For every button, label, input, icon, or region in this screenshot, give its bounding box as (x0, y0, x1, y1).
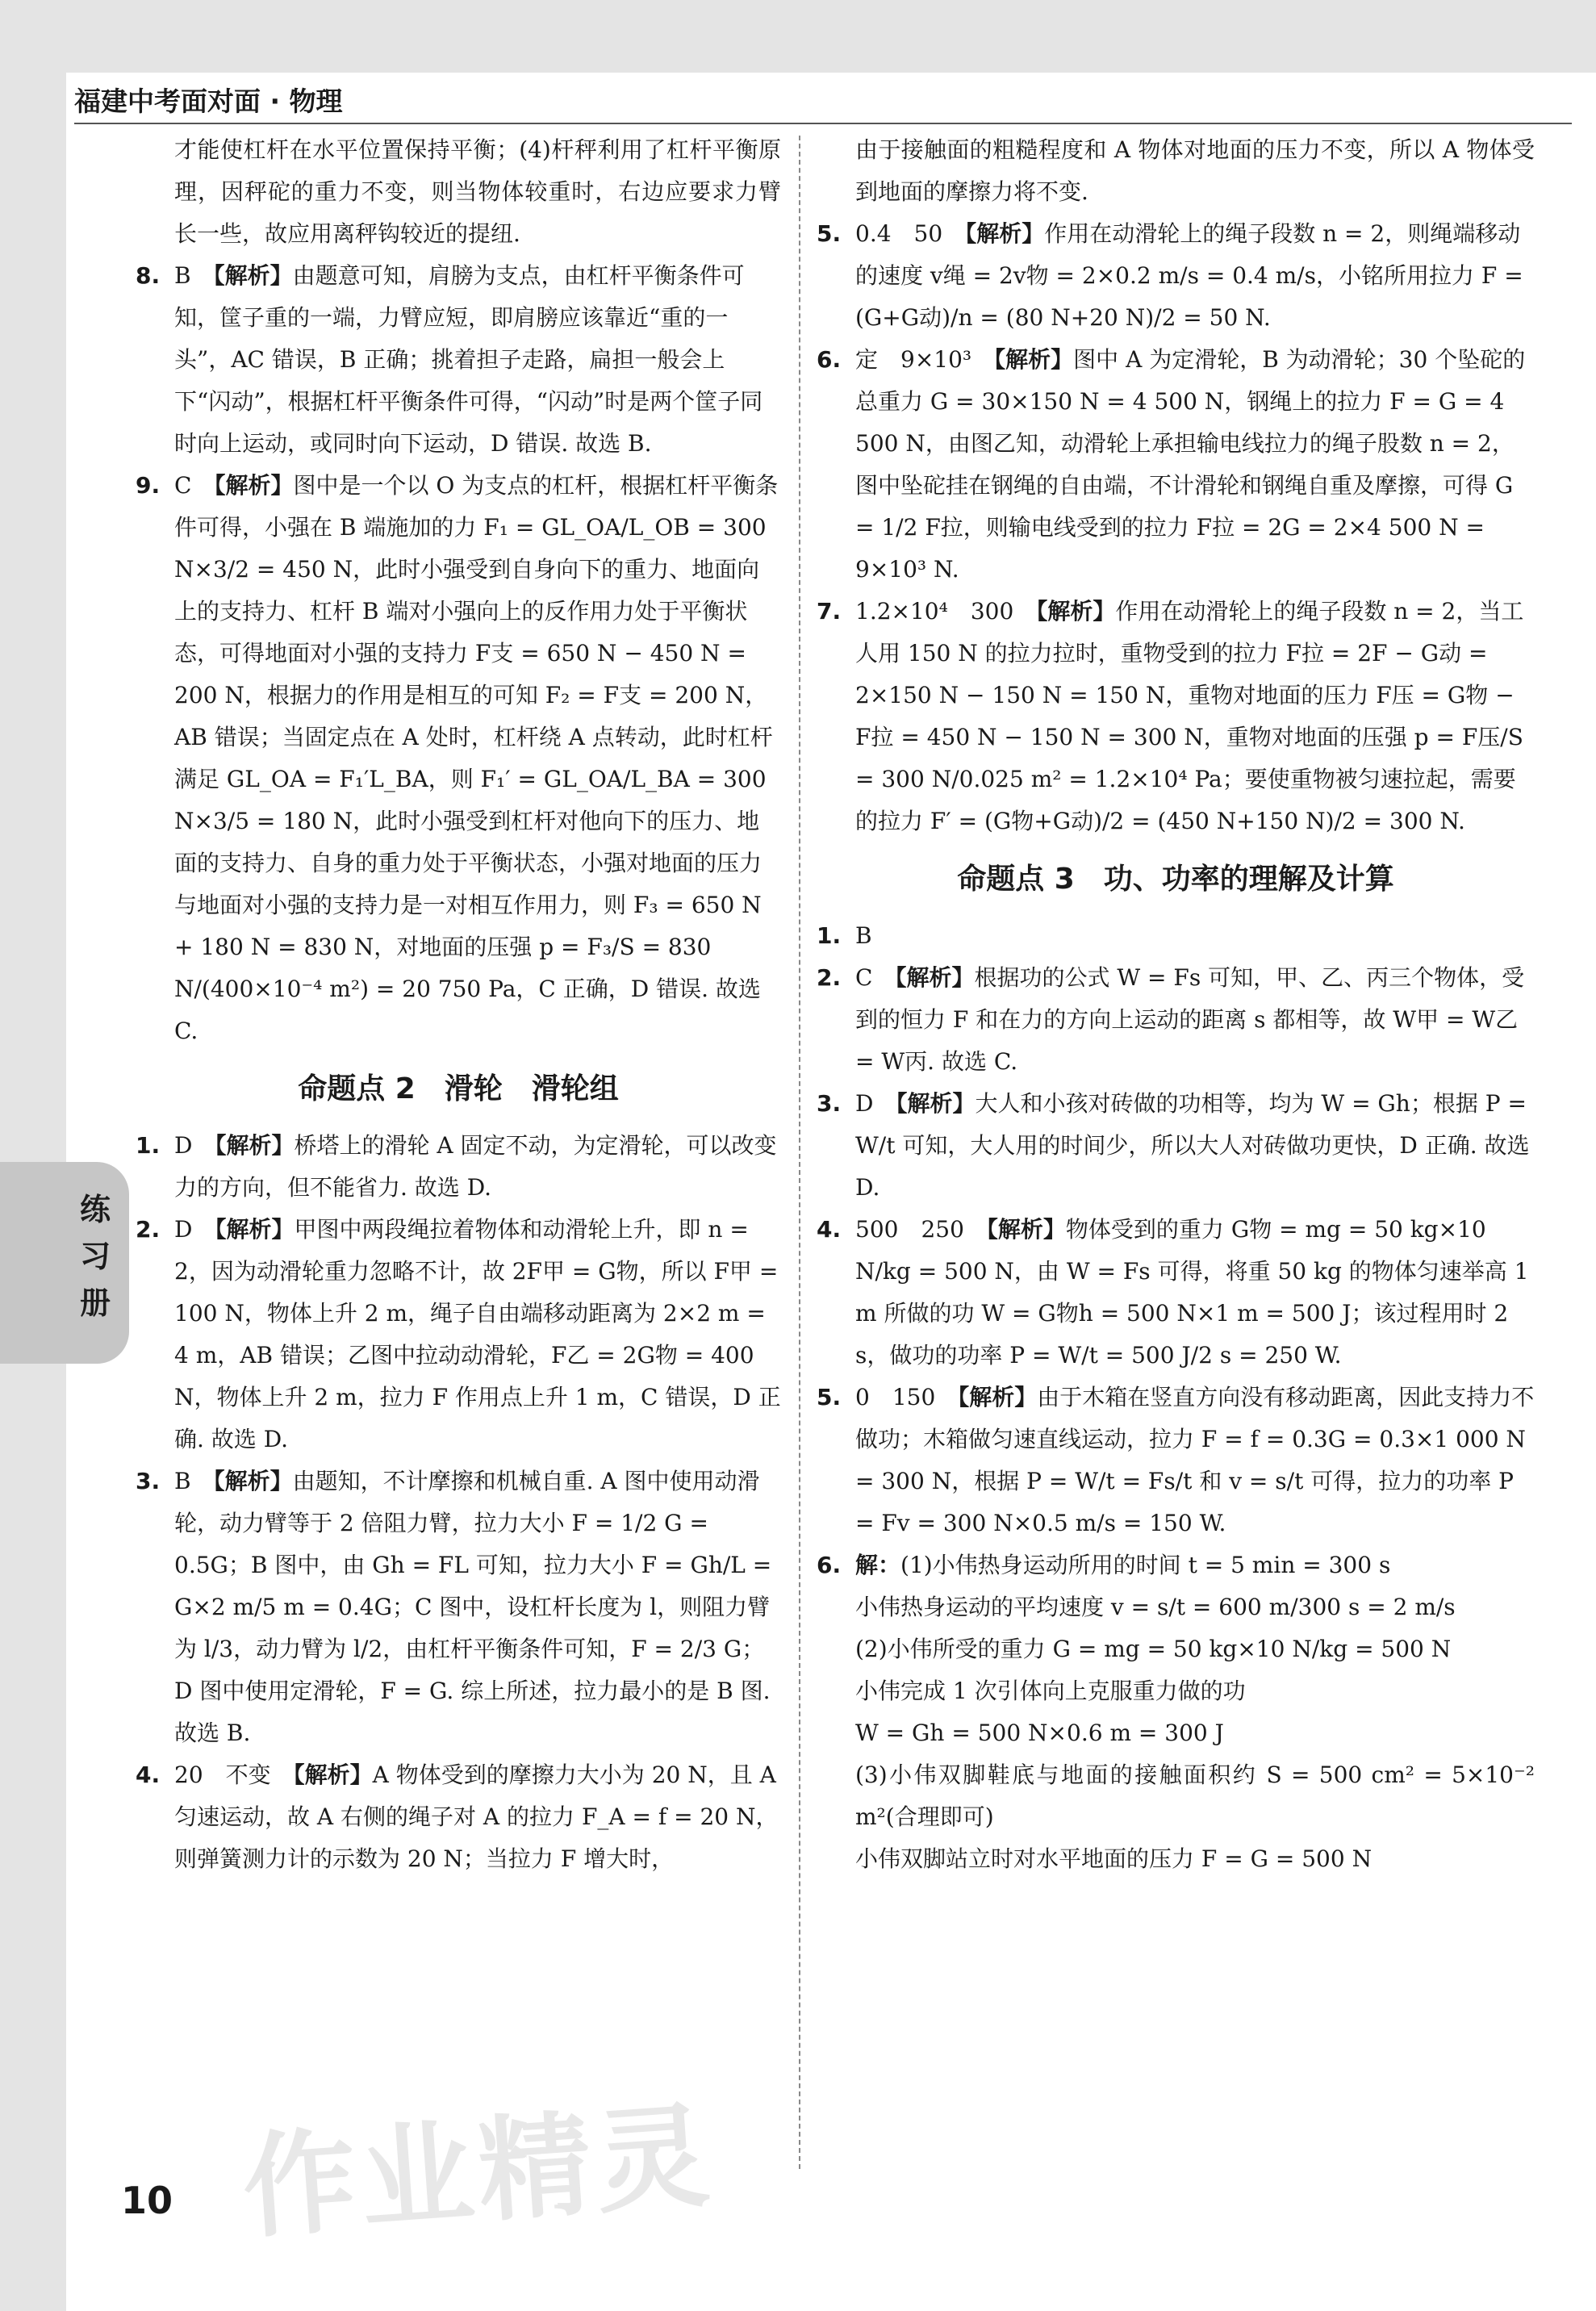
solution-line: 小伟热身运动的平均速度 v = s/t = 600 m/300 s = 2 m/s (855, 1594, 1456, 1620)
question-number: 6. (817, 346, 842, 373)
right-b-q1 (817, 915, 1535, 957)
analysis-text: 桥塔上的滑轮 A 固定不动，为定滑轮，可以改变力的方向，但不能省力. 故选 D. (174, 1132, 777, 1201)
section-title-work-power: 命题点 3 功、功率的理解及计算 (957, 863, 1394, 896)
analysis-tag: 【解析】 (293, 1761, 373, 1788)
left-b-q3 (136, 1461, 781, 1754)
answer: B (855, 922, 872, 949)
analysis-tag: 【解析】 (215, 1132, 295, 1159)
answer: 解： (855, 1552, 901, 1578)
page-header-title: 福建中考面对面 · 物理 (74, 86, 343, 117)
question-number: 2. (136, 1216, 161, 1243)
answer: B (174, 262, 191, 289)
question-number: 3. (817, 1090, 842, 1117)
analysis-tag: 【解析】 (213, 262, 293, 289)
question-number: 1. (817, 922, 842, 949)
header-rule (74, 123, 1572, 124)
left-q9 (136, 465, 781, 1052)
right-q5 (817, 213, 1535, 339)
solution-line: W = Gh = 500 N×0.6 m = 300 J (855, 1720, 1224, 1746)
side-tab-label: 练习册 (79, 1192, 111, 1321)
left-q8 (136, 255, 781, 465)
left-column (136, 129, 781, 1880)
analysis-text: 作用在动滑轮上的绳子段数 n = 2，当工人用 150 N 的拉力拉时，重物受到的拉力 F拉 = 2F − G动 = 2×150 N − 150 N = 150 N，重物对地面的压力 F压 = G物 − F拉 = 450 N − 150 N = 300 N，重物对地面的压强 p = F压/S = 300 N/0.025 m² = 1.2×10⁴ Pa；要使重物被匀速拉起，需要的拉力 F′ = (G物+G动)/2 = (450 N+150 N)/2 = 300 N. (855, 598, 1524, 834)
answer: D (855, 1090, 874, 1117)
analysis-text: 物体受到的重力 G物 = mg = 50 kg×10 N/kg = 500 N，由 W = Fs 可得，将重 50 kg 的物体匀速举高 1 m 所做的功 W = G物h = 500 N×1 m = 500 J；该过程用时 2 s，做功的功率 P = W/t = 500 J/2 s = 250 W. (855, 1216, 1529, 1369)
right-b-q5 (817, 1377, 1535, 1544)
right-b-q3 (817, 1083, 1535, 1209)
analysis-text: 由题知，不计摩擦和机械自重. A 图中使用动滑轮，动力臂等于 2 倍阻力臂，拉力大小 F = 1/2 G = 0.5G；B 图中，由 Gh = FL 可知，拉力大小 F = Gh/L = G×2 m/5 m = 0.4G；C 图中，设杠杆长度为 l，则阻力臂为 l/3，动力臂为 l/2，由杠杆平衡条件可知，F = 2/3 G；D 图中使用定滑轮，F = G. 综上所述，拉力最小的是 B 图. 故选 B. (174, 1468, 772, 1746)
answer: 0 150 (855, 1384, 936, 1410)
analysis-text: (1)小伟热身运动所用的时间 t = 5 min = 300 s (900, 1552, 1391, 1578)
analysis-tag: 【解析】 (895, 964, 975, 991)
solution-line: 小伟完成 1 次引体向上克服重力做的功 (855, 1678, 1246, 1704)
answer: 1.2×10⁴ 300 (855, 598, 1014, 625)
question-number: 4. (136, 1761, 161, 1788)
analysis-text: 作用在动滑轮上的绳子段数 n = 2，则绳端移动的速度 v绳 = 2v物 = 2×0.2 m/s = 0.4 m/s，小铭所用拉力 F = (G+G动)/n = (80 N+20 N)/2 = 50 N. (855, 220, 1523, 331)
question-number: 5. (817, 220, 842, 247)
analysis-text: 图中是一个以 O 为支点的杠杆，根据杠杆平衡条件可得，小强在 B 端施加的力 F₁ = GL_OA/L_OB = 300 N×3/2 = 450 N，此时小强受到自身向下的重力、地面向上的支持力、杠杆 B 端对小强向上的反作用力处于平衡状态，可得地面对小强的支持力 F支 = 650 N − 450 N = 200 N，根据力的作用是相互的可知 F₂ = F支 = 200 N，AB 错误；当固定点在 A 处时，杠杆绕 A 点转动，此时杠杆满足 GL_OA = F₁′L_BA，则 F₁′ = GL_OA/L_BA = 300 N×3/5 = 180 N，此时小强受到杠杆对他向下的压力、地面的支持力、自身的重力处于平衡状态，小强对地面的压力与地面对小强的支持力是一对相互作用力，则 F₃ = 650 N + 180 N = 830 N，对地面的压强 p = F₃/S = 830 N/(400×10⁻⁴ m²) = 20 750 Pa，C 正确，D 错误. 故选 C. (174, 472, 779, 1044)
answer: 500 250 (855, 1216, 964, 1243)
answer: B (174, 1468, 191, 1494)
analysis-tag: 【解析】 (986, 1216, 1066, 1243)
right-b-q6 (817, 1544, 1535, 1586)
answer: C (174, 472, 192, 499)
solution-line: 小伟双脚站立时对水平地面的压力 F = G = 500 N (855, 1845, 1372, 1872)
question-number: 9. (136, 472, 161, 499)
question-number: 8. (136, 262, 161, 289)
section-title-pulley: 命题点 2 滑轮 滑轮组 (298, 1072, 619, 1105)
right-q7 (817, 591, 1535, 842)
analysis-tag: 【解析】 (213, 1468, 293, 1494)
analysis-tag: 【解析】 (994, 346, 1074, 373)
solution-line: (2)小伟所受的重力 G = mg = 50 kg×10 N/kg = 500 N (855, 1636, 1452, 1662)
answer: C (855, 964, 873, 991)
question-number: 3. (136, 1468, 161, 1494)
analysis-tag: 【解析】 (958, 1384, 1038, 1410)
right-continuation: 由于接触面的粗糙程度和 A 物体对地面的压力不变，所以 A 物体受到地面的摩擦力将不变. (855, 136, 1535, 205)
analysis-tag: 【解析】 (896, 1090, 976, 1117)
question-number: 6. (817, 1552, 842, 1578)
analysis-text: A 物体受到的摩擦力大小为 20 N，且 A 匀速运动，故 A 右侧的绳子对 A 的拉力 F_A = f = 20 N，则弹簧测力计的示数为 20 N；当拉力 F 增大时， (174, 1761, 779, 1872)
left-b-q2 (136, 1209, 781, 1461)
analysis-text: 由于木箱在竖直方向没有移动距离，因此支持力不做功；木箱做匀速直线运动，拉力 F = f = 0.3G = 0.3×1 000 N = 300 N，根据 P = W/t = Fs/t 和 v = s/t 可得，拉力的功率 P = Fv = 300 N×0.5 m/s = 150 W. (855, 1384, 1535, 1536)
question-number: 5. (817, 1384, 842, 1410)
analysis-text: 根据功的公式 W = Fs 可知，甲、乙、丙三个物体，受到的恒力 F 和在力的方向上运动的距离 s 都相等，故 W甲 = W乙 = W丙. 故选 C. (855, 964, 1525, 1075)
analysis-text: 图中 A 为定滑轮，B 为动滑轮；30 个坠砣的总重力 G = 30×150 N = 4 500 N，钢绳上的拉力 F = G = 4 500 N，由图乙知，动滑轮上承担输电线拉力的绳子股数 n = 2，图中坠砣挂在钢绳的自由端，不计滑轮和钢绳自重及摩擦，可得 G = 1/2 F拉，则输电线受到的拉力 F拉 = 2G = 2×4 500 N = 9×10³ N. (855, 346, 1526, 583)
question-number: 7. (817, 598, 842, 625)
left-b-q1 (136, 1125, 781, 1209)
analysis-tag: 【解析】 (215, 1216, 295, 1243)
analysis-tag: 【解析】 (214, 472, 294, 499)
analysis-text: 大人和小孩对砖做的功相等，均为 W = Gh；根据 P = W/t 可知，大人用的时间少，所以大人对砖做功更快，D 正确. 故选 D. (855, 1090, 1530, 1201)
right-b-q2 (817, 957, 1535, 1083)
analysis-text: 甲图中两段绳拉着物体和动滑轮上升，即 n = 2，因为动滑轮重力忽略不计，故 2F甲 = G物，所以 F甲 = 100 N，物体上升 2 m，绳子自由端移动距离为 2×2 m = 4 m，AB 错误；乙图中拉动动滑轮，F乙 = 2G物 = 400 N，物体上升 2 m，拉力 F 作用点上升 1 m，C 错误，D 正确. 故选 D. (174, 1216, 781, 1452)
answer: D (174, 1132, 193, 1159)
left-b-q4 (136, 1754, 781, 1880)
right-column (817, 129, 1535, 1880)
question-number: 1. (136, 1132, 161, 1159)
question-number: 2. (817, 964, 842, 991)
answer: 0.4 50 (855, 220, 943, 247)
analysis-tag: 【解析】 (1036, 598, 1116, 625)
answer: D (174, 1216, 193, 1243)
solution-line: (3)小伟双脚鞋底与地面的接触面积约 S = 500 cm² = 5×10⁻² m²(合理即可) (855, 1761, 1535, 1830)
right-b-q4 (817, 1209, 1535, 1377)
answer: 20 不变 (174, 1761, 271, 1788)
watermark: 作业精灵 (238, 2090, 718, 2255)
page-number: 10 (121, 2179, 173, 2222)
column-divider (799, 136, 800, 2169)
question-number: 4. (817, 1216, 842, 1243)
analysis-tag: 【解析】 (965, 220, 1045, 247)
answer: 定 9×10³ (855, 346, 972, 373)
right-q6 (817, 339, 1535, 591)
analysis-text: 由题意可知，肩膀为支点，由杠杆平衡条件可知，筐子重的一端，力臂应短，即肩膀应该靠近“重的一头”，AC 错误，B 正确；挑着担子走路，扁担一般会上下“闪动”，根据杠杆平衡条件可得，“闪动”时是两个筐子同时向上运动，或同时向下运动，D 错误. 故选 B. (174, 262, 763, 457)
left-intro: 才能使杠杆在水平位置保持平衡；(4)杆秤利用了杠杆平衡原理，因秤砣的重力不变，则当物体较重时，右边应要求力臂长一些，故应用离秤钩较近的提纽. (174, 136, 781, 247)
